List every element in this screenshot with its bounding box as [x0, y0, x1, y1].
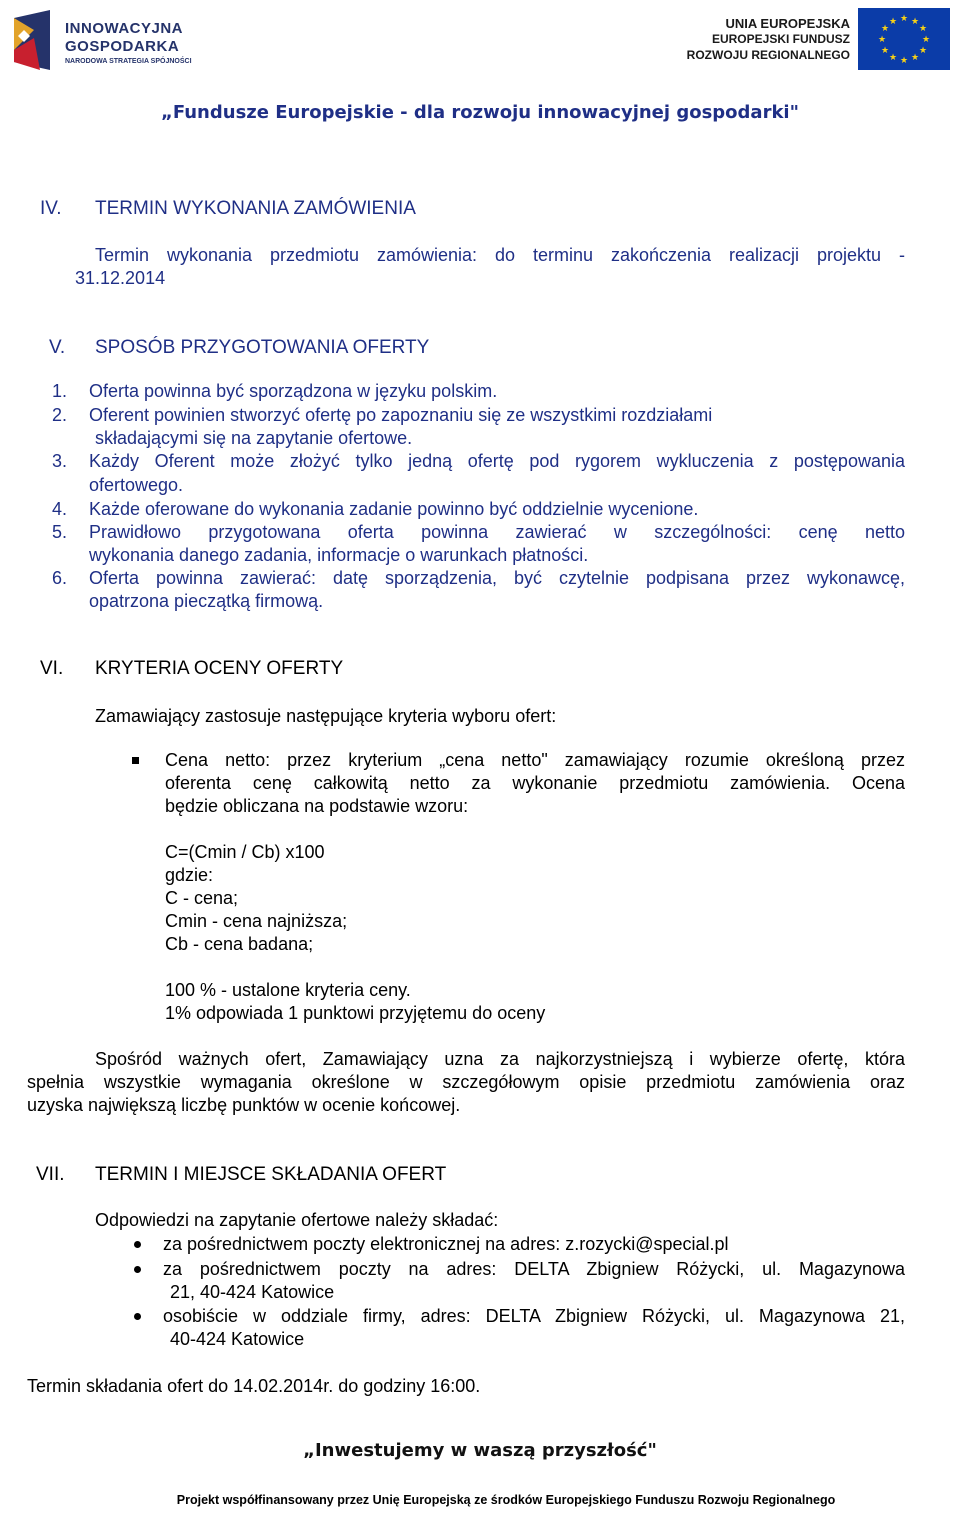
conclusion-line: Spośród ważnych ofert, Zamawiający uzna za najkorzystniejszą i wybierze ofertę, która: [95, 1049, 905, 1069]
item-line: Każdy Oferent może złożyć tylko jedną ofertę pod rygorem wykluczenia z postępowania: [89, 451, 905, 471]
footer-motto: „Inwestujemy w waszą przyszłość": [303, 1440, 657, 1461]
criterion-line: będzie obliczana na podstawie wzoru:: [165, 796, 469, 816]
conclusion-line: spełnia wszystkie wymagania określone w szczegółowym opisie przedmiotu zamówienia oraz: [27, 1072, 905, 1092]
criterion-line: Cena netto: przez kryterium „cena netto" zamawiający rozumie określoną przez: [165, 750, 905, 770]
footer-note: Projekt współfinansowany przez Unię Europejską ze środków Europejskiego Funduszu Rozwoju Regionalnego: [176, 1493, 836, 1507]
section5-number: V.: [49, 337, 66, 358]
svg-text:★: ★: [888, 17, 898, 27]
section7-title: TERMIN I MIEJSCE SKŁADANIA OFERT: [95, 1164, 447, 1185]
svg-text:★: ★: [910, 17, 920, 27]
formula-line: Cmin - cena najniższa;: [165, 911, 348, 931]
svg-text:★: ★: [877, 35, 887, 45]
svg-text:★: ★: [899, 14, 909, 24]
svg-text:★: ★: [918, 46, 928, 56]
item-number: 5.: [52, 522, 68, 542]
svg-text:★: ★: [921, 35, 931, 45]
item-line: wykonania danego zadania, informacje o warunkach płatności.: [89, 545, 589, 565]
section4-text-line2: 31.12.2014: [75, 268, 166, 288]
round-bullet-icon: [134, 1313, 141, 1320]
scale-line: 1% odpowiada 1 punktowi przyjętemu do oceny: [165, 1003, 546, 1023]
svg-text:★: ★: [888, 53, 898, 63]
square-bullet-icon: [132, 757, 139, 764]
item-line: ofertowego.: [89, 475, 184, 495]
section4-title: TERMIN WYKONANIA ZAMÓWIENIA: [95, 198, 416, 219]
svg-text:★: ★: [899, 56, 909, 66]
item-line: Oferta powinna być sporządzona w języku polskim.: [89, 381, 498, 401]
svg-text:★: ★: [910, 53, 920, 63]
ig-emblem-icon: [10, 10, 58, 70]
logo-right-line1: UNIA EUROPEJSKA: [725, 16, 850, 31]
item-number: 3.: [52, 451, 68, 471]
item-line: Oferta powinna zawierać: datę sporządzenia, być czytelnie podpisana przez wykonawcę,: [89, 568, 905, 588]
logo-left-line3: NARODOWA STRATEGIA SPÓJNOŚCI: [65, 58, 192, 65]
svg-text:★: ★: [880, 46, 890, 56]
logo-right-line3: ROZWOJU REGIONALNEGO: [686, 48, 850, 62]
eu-fund-logo: [686, 8, 950, 74]
item-number: 2.: [52, 405, 68, 425]
section5-title: SPOSÓB PRZYGOTOWANIA OFERTY: [95, 337, 430, 358]
innowacyjna-gospodarka-logo: [10, 10, 225, 72]
section6-intro: Zamawiający zastosuje następujące kryteria wyboru ofert:: [95, 706, 557, 726]
formula-line: gdzie:: [165, 865, 214, 885]
delivery-option-line: za pośrednictwem poczty na adres: DELTA Zbigniew Różycki, ul. Magazynowa: [163, 1259, 905, 1279]
formula-line: C - cena;: [165, 888, 239, 908]
section6-title: KRYTERIA OCENY OFERTY: [95, 658, 344, 679]
formula-line: C=(Cmin / Cb) x100: [165, 842, 325, 862]
criterion-line: oferenta cenę całkowitą netto za wykonanie przedmiotu zamówienia. Ocena: [165, 773, 905, 793]
item-number: 1.: [52, 381, 68, 401]
conclusion-line: uzyska największą liczbę punktów w ocenie końcowej.: [27, 1095, 461, 1115]
section6-number: VI.: [40, 658, 64, 679]
delivery-option-line: 21, 40-424 Katowice: [170, 1282, 335, 1302]
logo-left-line2: GOSPODARKA: [65, 38, 180, 55]
item-line: opatrzona pieczątką firmową.: [89, 591, 324, 611]
item-number: 4.: [52, 499, 68, 519]
logo-right-line2: EUROPEJSKI FUNDUSZ: [711, 32, 850, 46]
item-line: Każde oferowane do wykonania zadanie powinno być oddzielnie wycenione.: [89, 499, 699, 519]
formula-line: Cb - cena badana;: [165, 934, 314, 954]
logo-left-line1: INNOWACYJNA: [65, 20, 184, 37]
section7-number: VII.: [36, 1164, 65, 1185]
section4-number: IV.: [40, 198, 62, 219]
svg-text:★: ★: [880, 24, 890, 34]
delivery-option-line: 40-424 Katowice: [170, 1329, 305, 1349]
item-line: składającymi się na zapytanie ofertowe.: [95, 428, 413, 448]
delivery-option-line: za pośrednictwem poczty elektronicznej na adres: z.rozycki@special.pl: [163, 1234, 729, 1254]
round-bullet-icon: [134, 1266, 141, 1273]
item-line: Prawidłowo przygotowana oferta powinna zawierać w szczególności: cenę netto: [89, 522, 905, 542]
section7-intro: Odpowiedzi na zapytanie ofertowe należy składać:: [95, 1210, 499, 1230]
deadline-text: Termin składania ofert do 14.02.2014r. do godziny 16:00.: [27, 1376, 481, 1396]
item-number: 6.: [52, 568, 68, 588]
header-motto: „Fundusze Europejskie - dla rozwoju innowacyjnej gospodarki": [161, 102, 799, 123]
section4-text-line1: Termin wykonania przedmiotu zamówienia: do terminu zakończenia realizacji projektu -: [95, 245, 905, 265]
delivery-option-line: osobiście w oddziale firmy, adres: DELTA Zbigniew Różycki, ul. Magazynowa 21,: [163, 1306, 905, 1326]
item-line: Oferent powinien stworzyć ofertę po zapoznaniu się ze wszystkimi rozdziałami: [89, 405, 713, 425]
scale-line: 100 % - ustalone kryteria ceny.: [165, 980, 411, 1000]
round-bullet-icon: [134, 1241, 141, 1248]
svg-text:★: ★: [918, 24, 928, 34]
eu-flag-icon: [858, 8, 950, 70]
